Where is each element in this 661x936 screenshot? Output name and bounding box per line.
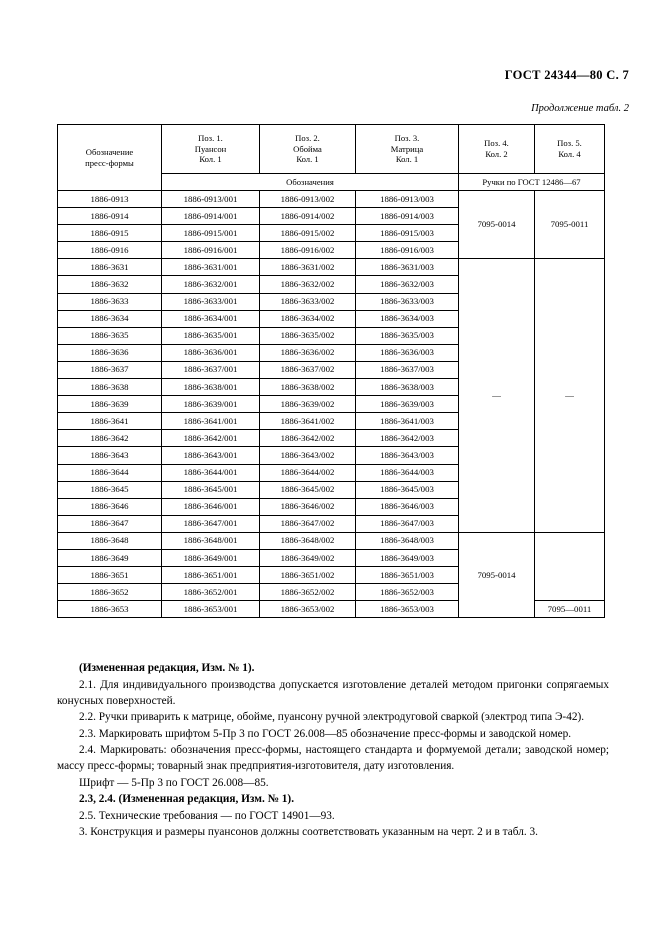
cell-designation: 1886-3631: [58, 259, 162, 276]
cell-matrix: 1886-3637/003: [356, 361, 459, 378]
cell-clamp: 1886-3641/002: [260, 413, 356, 430]
cell-clamp: 1886-3653/002: [260, 601, 356, 618]
cell-pos4-group2: —: [459, 259, 535, 533]
cell-clamp: 1886-3646/002: [260, 498, 356, 515]
cell-matrix: 1886-0914/003: [356, 208, 459, 225]
header-line-2: Кол. 2: [485, 149, 508, 159]
cell-clamp: 1886-0914/002: [260, 208, 356, 225]
cell-matrix: 1886-3631/003: [356, 259, 459, 276]
cell-designation: 1886-3638: [58, 379, 162, 396]
cell-punch: 1886-3637/001: [162, 361, 260, 378]
table-row: [58, 191, 605, 208]
cell-punch: 1886-3648/001: [162, 532, 260, 549]
header-line-2: Пуансон: [194, 143, 227, 154]
cell-punch: 1886-0916/001: [162, 242, 260, 259]
header-cell-designation: [58, 125, 162, 191]
cell-clamp: 1886-3631/002: [260, 259, 356, 276]
cell-matrix: 1886-3646/003: [356, 498, 459, 515]
cell-designation: 1886-3649: [58, 549, 162, 566]
cell-pos4-group1: 7095-0014: [459, 191, 535, 259]
header-cell-pos1: [162, 125, 260, 174]
cell-matrix: 1886-0915/003: [356, 225, 459, 242]
cell-punch: 1886-3653/001: [162, 601, 260, 618]
cell-punch: 1886-3651/001: [162, 567, 260, 584]
cell-designation: 1886-3637: [58, 361, 162, 378]
header-cell-pos5: [535, 125, 605, 174]
cell-matrix: 1886-3647/003: [356, 515, 459, 532]
paragraph-2-3: 2.3. Маркировать шрифтом 5-Пр 3 по ГОСТ 26.008—85 обозначение пресс-формы и заводской номер.: [79, 727, 572, 740]
cell-matrix: 1886-3649/003: [356, 549, 459, 566]
header-line-3: Кол. 1: [296, 154, 319, 165]
header-line-3: Кол. 1: [395, 154, 419, 165]
cell-matrix: 1886-3643/003: [356, 447, 459, 464]
cell-clamp: 1886-3635/002: [260, 327, 356, 344]
cell-punch: 1886-3643/001: [162, 447, 260, 464]
table-continuation-label: Продолжение табл. 2: [531, 103, 629, 114]
cell-designation: 1886-3633: [58, 293, 162, 310]
paragraph-3: 3. Конструкция и размеры пуансонов должны соответствовать указанным на черт. 2 и в табл. 3.: [79, 826, 539, 839]
cell-matrix: 1886-3638/003: [356, 379, 459, 396]
cell-punch: 1886-3644/001: [162, 464, 260, 481]
cell-designation: 1886-3642: [58, 430, 162, 447]
header-line-3: Кол. 1: [199, 154, 222, 165]
cell-pos5-group2: —: [535, 259, 605, 533]
subheader-handles: Ручки по ГОСТ 12486—67: [459, 174, 605, 191]
table-row: [58, 259, 605, 276]
cell-matrix: 1886-3651/003: [356, 567, 459, 584]
cell-punch: 1886-0915/001: [162, 225, 260, 242]
paragraph-2-2: 2.2. Ручки приварить к матрице, обойме, пуансону ручной электродуговой сваркой (электрод типа Э-42).: [79, 711, 585, 724]
cell-clamp: 1886-3645/002: [260, 481, 356, 498]
cell-matrix: 1886-0913/003: [356, 191, 459, 208]
cell-punch: 1886-3641/001: [162, 413, 260, 430]
cell-matrix: 1886-3635/003: [356, 327, 459, 344]
cell-designation: 1886-3653: [58, 601, 162, 618]
paragraph-2-5: 2.5. Технические требования — по ГОСТ 14901—93.: [79, 809, 335, 822]
paragraph-2-4: 2.4. Маркировать: обозначения пресс-формы, настоящего стандарта и формуемой детали; заводской номер; массу пресс-формы; товарный знак предприятия-изготовителя, дату изготовления.: [57, 744, 609, 773]
header-line-1: Поз. 5.: [557, 138, 582, 149]
cell-punch: 1886-3642/001: [162, 430, 260, 447]
cell-clamp: 1886-3643/002: [260, 447, 356, 464]
cell-clamp: 1886-3649/002: [260, 549, 356, 566]
cell-punch: 1886-3639/001: [162, 396, 260, 413]
header-line-2: Кол. 4: [558, 149, 581, 159]
table-header-row: [58, 125, 605, 174]
cell-punch: 1886-3634/001: [162, 310, 260, 327]
cell-punch: 1886-3645/001: [162, 481, 260, 498]
header-line-1: Поз. 1.: [198, 132, 223, 143]
paragraph-2-1: 2.1. Для индивидуального производства допускается изготовление деталей методом пригонки сопрягаемых конусных поверхностей.: [57, 678, 609, 707]
cell-designation: 1886-3648: [58, 532, 162, 549]
header-cell-pos2: [260, 125, 356, 174]
cell-pos5-group3-empty: [535, 532, 605, 600]
cell-clamp: 1886-3638/002: [260, 379, 356, 396]
cell-pos5-group1: 7095-0011: [535, 191, 605, 259]
cell-matrix: 1886-3644/003: [356, 464, 459, 481]
subheader-designations: Обозначения: [162, 174, 459, 191]
cell-punch: 1886-3646/001: [162, 498, 260, 515]
paragraph-font-note: Шрифт — 5-Пр 3 по ГОСТ 26.008—85.: [79, 776, 269, 789]
header-cell-pos4: [459, 125, 535, 174]
cell-designation: 1886-3639: [58, 396, 162, 413]
cell-clamp: 1886-0916/002: [260, 242, 356, 259]
cell-clamp: 1886-3633/002: [260, 293, 356, 310]
header-line-1: Поз. 3.: [394, 132, 420, 143]
cell-punch: 1886-3635/001: [162, 327, 260, 344]
cell-matrix: 1886-3636/003: [356, 344, 459, 361]
cell-designation: 1886-3635: [58, 327, 162, 344]
cell-punch: 1886-3638/001: [162, 379, 260, 396]
cell-punch: 1886-0914/001: [162, 208, 260, 225]
header-line-1: Обозначение: [85, 146, 134, 157]
table-2-continued: [57, 124, 604, 618]
cell-matrix: 1886-3634/003: [356, 310, 459, 327]
cell-punch: 1886-3633/001: [162, 293, 260, 310]
header-line-1: Поз. 4.: [484, 138, 509, 149]
cell-designation: 1886-0916: [58, 242, 162, 259]
cell-designation: 1886-3645: [58, 481, 162, 498]
cell-designation: 1886-3632: [58, 276, 162, 293]
cell-clamp: 1886-0913/002: [260, 191, 356, 208]
cell-matrix: 1886-3652/003: [356, 584, 459, 601]
cell-matrix: 1886-3645/003: [356, 481, 459, 498]
cell-designation: 1886-0914: [58, 208, 162, 225]
cell-designation: 1886-3651: [58, 567, 162, 584]
header-line-2: Обойма: [293, 143, 322, 154]
cell-matrix: 1886-3642/003: [356, 430, 459, 447]
cell-punch: 1886-3647/001: [162, 515, 260, 532]
cell-pos4-group3: 7095-0014: [459, 532, 535, 617]
cell-clamp: 1886-3639/002: [260, 396, 356, 413]
header-line-2: Матрица: [390, 143, 424, 154]
cell-designation: 1886-3641: [58, 413, 162, 430]
paragraph-edition-note: (Измененная редакция, Изм. № 1).: [79, 662, 255, 674]
cell-clamp: 1886-3652/002: [260, 584, 356, 601]
header-line-1: Поз. 2.: [295, 132, 320, 143]
cell-clamp: 1886-0915/002: [260, 225, 356, 242]
cell-punch: 1886-3631/001: [162, 259, 260, 276]
cell-punch: 1886-0913/001: [162, 191, 260, 208]
cell-clamp: 1886-3636/002: [260, 344, 356, 361]
cell-designation: 1886-0915: [58, 225, 162, 242]
cell-punch: 1886-3652/001: [162, 584, 260, 601]
cell-punch: 1886-3649/001: [162, 549, 260, 566]
cell-matrix: 1886-3648/003: [356, 532, 459, 549]
cell-clamp: 1886-3644/002: [260, 464, 356, 481]
cell-matrix: 1886-3639/003: [356, 396, 459, 413]
cell-punch: 1886-3636/001: [162, 344, 260, 361]
cell-matrix: 1886-3633/003: [356, 293, 459, 310]
cell-matrix: 1886-0916/003: [356, 242, 459, 259]
page-header-right: ГОСТ 24344—80 С. 7: [504, 68, 629, 82]
cell-clamp: 1886-3634/002: [260, 310, 356, 327]
header-line-2: пресс-формы: [85, 157, 134, 168]
cell-matrix: 1886-3653/003: [356, 601, 459, 618]
cell-clamp: 1886-3651/002: [260, 567, 356, 584]
cell-designation: 1886-0913: [58, 191, 162, 208]
header-cell-pos3: [356, 125, 459, 174]
cell-designation: 1886-3652: [58, 584, 162, 601]
cell-pos5-group4: 7095—0011: [535, 601, 605, 618]
paragraph-edition-note-2: 2.3, 2.4. (Измененная редакция, Изм. № 1).: [79, 793, 295, 806]
cell-designation: 1886-3646: [58, 498, 162, 515]
cell-matrix: 1886-3641/003: [356, 413, 459, 430]
cell-designation: 1886-3644: [58, 464, 162, 481]
cell-punch: 1886-3632/001: [162, 276, 260, 293]
cell-clamp: 1886-3632/002: [260, 276, 356, 293]
requirements-text-block: [57, 660, 609, 841]
cell-clamp: 1886-3648/002: [260, 532, 356, 549]
cell-clamp: 1886-3637/002: [260, 361, 356, 378]
cell-designation: 1886-3634: [58, 310, 162, 327]
cell-designation: 1886-3647: [58, 515, 162, 532]
cell-designation: 1886-3643: [58, 447, 162, 464]
cell-designation: 1886-3636: [58, 344, 162, 361]
table-row: [58, 532, 605, 549]
cell-clamp: 1886-3642/002: [260, 430, 356, 447]
cell-matrix: 1886-3632/003: [356, 276, 459, 293]
cell-clamp: 1886-3647/002: [260, 515, 356, 532]
press-form-designation-table: [57, 124, 605, 618]
